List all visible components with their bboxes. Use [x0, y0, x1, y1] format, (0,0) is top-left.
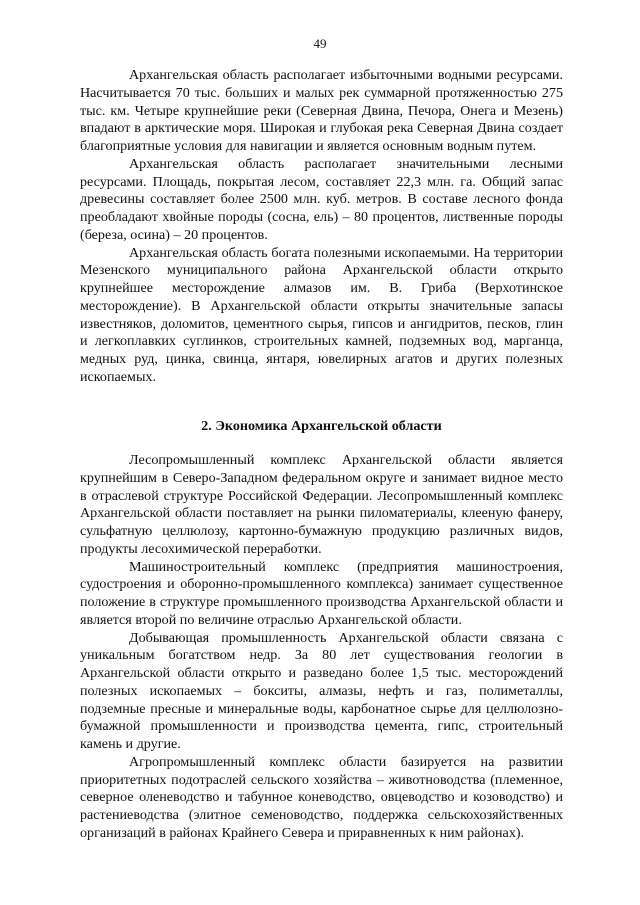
section-heading: 2. Экономика Архангельской области — [201, 418, 442, 434]
paragraph-timber-industry: Лесопромышленный комплекс Архангельской области является крупнейшим в Северо-Западном федеральном округе и занимает видное место в отраслевой структуре Российской Федерации. Лесопромышленный комплекс Архангельской области поставляет на рынки пиломатериалы, клееную фанеру, сульфатную целлюлозу, картонно-бумажную продукцию различных видов, продукты лесохимической переработки. — [80, 452, 563, 557]
paragraph-agro-industry: Агропромышленный комплекс области базируется на развитии приоритетных подотраслей сельского хозяйства – животноводства (племенное, северное оленеводство и табунное коневодство, овцеводство и козоводство) и растениеводства (элитное семеноводство, поддержка сельскохозяйственных организаций в районах Крайнего Севера и приравненных к ним районах). — [80, 753, 563, 841]
page-number: 49 — [313, 36, 327, 51]
paragraph-mining-industry: Добывающая промышленность Архангельской области связана с уникальным богатством недр. За 80 лет существования геологии в Архангельской области открыто и разведано более 1,5 тыс. месторождений полезных ископаемых – бокситы, алмазы, нефть и газ, полиметаллы, подземные пресные и минеральные воды, карбонатное сырье для целлюлозно-бумажной промышленности и производства цемента, гипс, строительный камень и другие. — [80, 629, 563, 752]
section-natural-resources — [80, 67, 563, 387]
section-economy — [80, 452, 563, 843]
paragraph-mineral-resources: Архангельская область богата полезными ископаемыми. На территории Мезенского муниципального района Архангельской области открыто крупнейшее месторождение алмазов им. В. Гриба (Верхотинское месторождение). В Архангельской области открыты значительные запасы известняков, доломитов, цементного сырья, гипсов и ангидритов, песков, глин и легкоплавких суглинков, строительных камней, подземных вод, марганца, медных руд, цинка, свинца, янтаря, ювелирных агатов и других полезных ископаемых. — [80, 244, 563, 385]
paragraph-water-resources: Архангельская область располагает избыточными водными ресурсами. Насчитывается 70 тыс. больших и малых рек суммарной протяженностью 275 тыс. км. Четыре крупнейшие реки (Северная Двина, Печора, Онега и Мезень) впадают в арктические моря. Широкая и глубокая река Северная Двина создает благоприятные условия для навигации и является основным водным путем. — [80, 67, 563, 154]
paragraph-machine-building: Машиностроительный комплекс (предприятия машиностроения, судостроения и оборонно-промышленного комплекса) занимает существенное положение в структуре промышленного производства Архангельской области и является второй по величине отраслью Архангельской области. — [80, 558, 563, 628]
paragraph-forest-resources: Архангельская область располагает значительными лесными ресурсами. Площадь, покрытая лесом, составляет 22,3 млн. га. Общий запас древесины составляет более 2500 млн. куб. метров. В составе лесного фонда преобладают хвойные породы (сосна, ель) – 80 процентов, лиственные породы (береза, осина) – 20 процентов. — [80, 155, 563, 243]
